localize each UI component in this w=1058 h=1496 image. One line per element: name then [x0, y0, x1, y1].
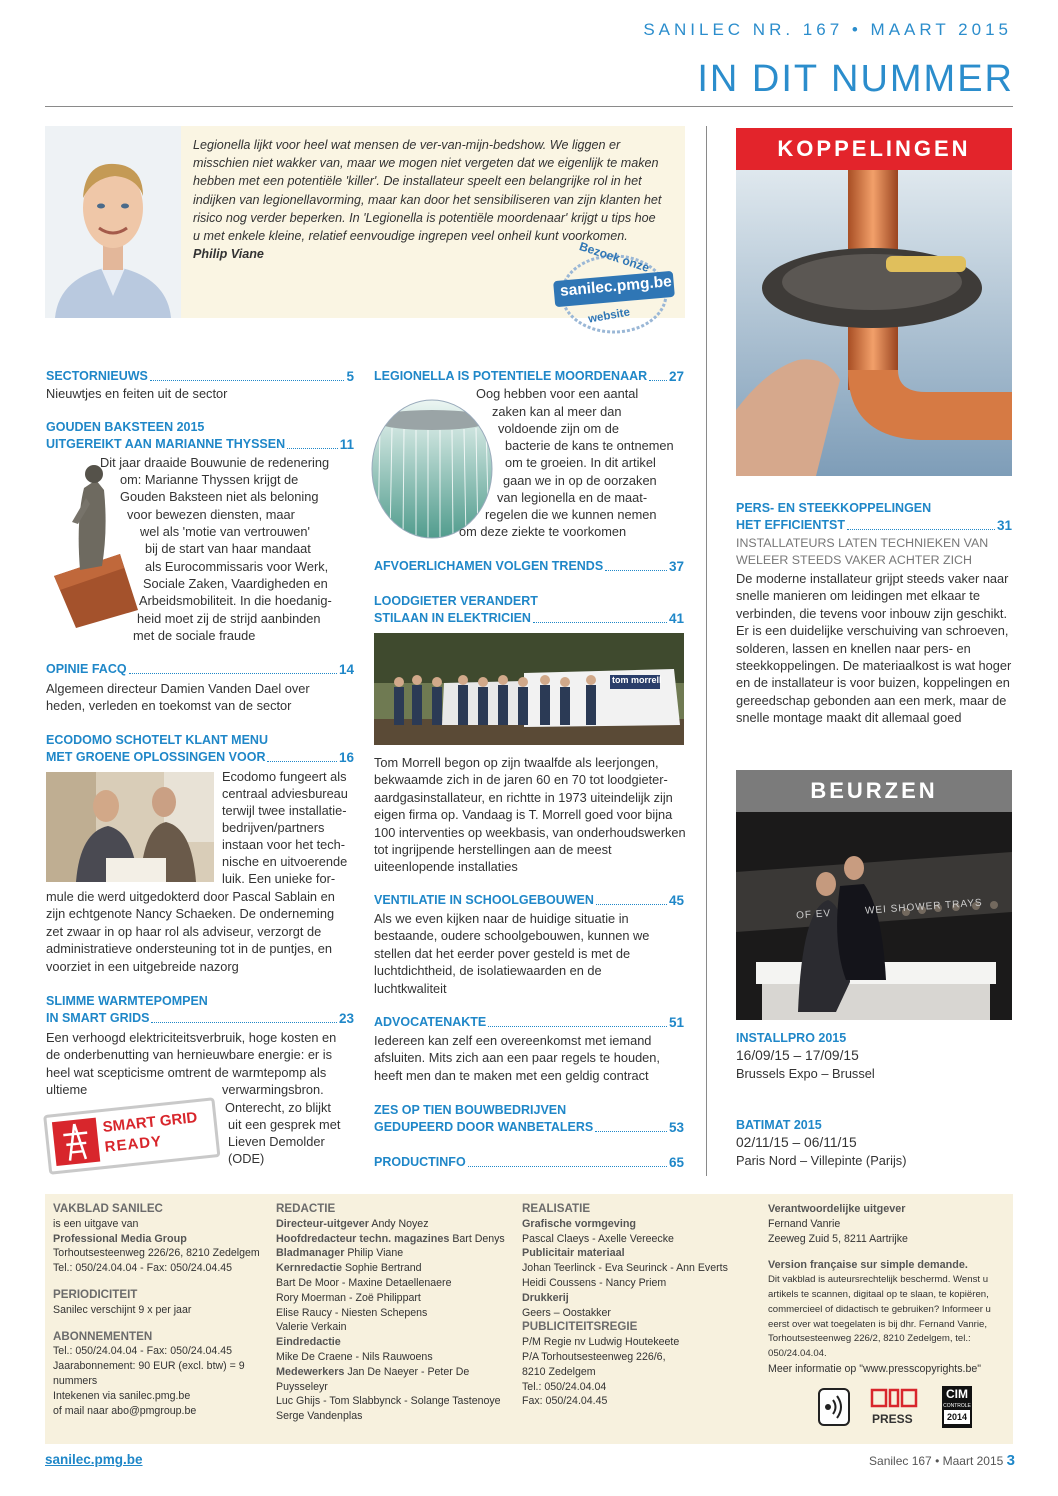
colophon-line: is een uitgave van: [53, 1217, 139, 1230]
text-line: uit een gesprek met: [228, 1117, 341, 1132]
text-line: Sociale Zaken, Vaardigheden en: [143, 576, 328, 591]
pylon-icon: [52, 1118, 100, 1166]
page-title: IN DIT NUMMER: [697, 58, 1014, 100]
colophon-heading: PERIODICITEIT: [53, 1287, 138, 1301]
colophon-line: Bart De Moor - Maxine Detaellenaere: [276, 1276, 452, 1289]
role-label: Directeur-uitgever: [276, 1217, 370, 1230]
colophon-line: Johan Teerlinck - Eva Seurinck - Ann Everts: [522, 1262, 728, 1275]
toc-page-number: 51: [668, 1015, 684, 1030]
toc-page-number: 65: [668, 1155, 684, 1170]
stamp-bottom-text: website: [587, 306, 631, 326]
toc-page-number: 16: [338, 750, 354, 765]
colophon-line: Elise Raucy - Niesten Schepens: [276, 1306, 428, 1319]
text-line: Gouden Baksteen niet als beloning: [120, 489, 319, 504]
toc-title: HET EFFICIENTST: [736, 518, 846, 532]
toc-entry-koppelingen[interactable]: [736, 517, 1012, 534]
colophon-line: Zeeweg Zuid 5, 8211 Aartrijke: [768, 1232, 908, 1245]
colophon-role: [276, 1261, 512, 1276]
colophon-line: P/M Regie nv Ludwig Houtekeete: [522, 1336, 680, 1349]
section-banner-koppelingen: KOPPELINGEN: [736, 128, 1012, 170]
text-line: voldoende zijn om de: [498, 421, 619, 436]
text-line: van legionella en de maat-: [497, 490, 648, 505]
role-label: Kernredactie: [276, 1262, 343, 1275]
toc-title: GEDUPEERD DOOR WANBETALERS: [374, 1120, 594, 1134]
cim-logo: [942, 1386, 972, 1428]
toc-summary: Iedereen kan zelf een overeenkomst met iemand afsluiten. Mits zich aan een paar regels te houden, heeft men dan te maken met een geldig contract: [374, 1033, 660, 1083]
text-line: met de sociale fraude: [133, 628, 256, 643]
b2b-press-logo: [864, 1386, 924, 1428]
toc-entry-opinie-facq[interactable]: [46, 661, 354, 678]
article-subtitle: INSTALLATEURS LATEN TECHNIEKEN VAN WELEER STEEDS VAKER ACHTER ZICH: [736, 536, 989, 568]
website-stamp[interactable]: [548, 239, 678, 336]
fair-booth-photo: [736, 812, 1012, 1020]
colophon-col-redactie: [276, 1202, 512, 1424]
text-line: als Eurocommissaris voor Werk,: [145, 559, 329, 574]
text-line: bacterie de kans te ontnemen: [505, 438, 674, 453]
colophon-subheading: Drukkerij: [522, 1291, 569, 1304]
toc-title: ZES OP TIEN BOUWBEDRIJVEN: [374, 1103, 567, 1117]
text-line: verwarmingsbron.: [222, 1082, 324, 1097]
toc-summary: Als we even kijken naar de huidige situatie in bestaande, oudere schoolgebouwen, kunnen we stellen dat het eerder pover gesteld is met de luchtdichtheid, de isolatiewaarden en de luchtkwaliteit: [374, 911, 650, 996]
colophon-line: Tel.: 050/24.04.04: [522, 1380, 607, 1393]
colophon-line: Tel.: 050/24.04.04 - Fax: 050/24.04.45: [53, 1262, 233, 1275]
fair-title: BATIMAT 2015: [736, 1118, 822, 1132]
leader-dots: [596, 904, 667, 905]
toc-summary: Een verhoogd elektriciteitsverbruik, hoge kosten en de onderbenutting van hernieuwbare energie: er is heel wat scepticisme omtrent de warmtepomp als: [46, 1030, 337, 1080]
leader-dots: [595, 1131, 667, 1132]
colophon-line: Heidi Coussens - Nancy Priem: [522, 1276, 667, 1289]
text-line: luik. Een unieke for-: [222, 871, 336, 886]
sound-logo-icon: [818, 1388, 850, 1426]
fair-dates: 16/09/15 – 17/09/15: [736, 1048, 859, 1063]
toc-title: ECODOMO SCHOTELT KLANT MENU: [46, 733, 268, 747]
colophon-line: Jaarabonnement: 90 EUR (excl. btw) = 9 nummers: [53, 1360, 245, 1387]
text-line: zaken kan al meer dan: [492, 404, 622, 419]
toc-entry-afvoerlichamen[interactable]: [374, 558, 684, 575]
toc-title: LEGIONELLA IS POTENTIELE MOORDENAAR: [374, 369, 648, 383]
badge-text: SMART GRID: [101, 1109, 199, 1136]
toc-page-number: 41: [668, 611, 684, 626]
text-line: centraal adviesbureau: [222, 786, 348, 801]
role-label: Hoofdredacteur techn. magazines: [276, 1232, 450, 1245]
role-name: Bart Denys: [449, 1232, 505, 1245]
stamp-main-text[interactable]: sanilec.pmg.be: [559, 273, 673, 300]
fair-location: Brussels Expo – Brussel: [736, 1066, 875, 1081]
colophon-line: Tel.: 050/24.04.04 - Fax: 050/24.04.45: [53, 1345, 233, 1358]
toc-entry-sectornieuws[interactable]: [46, 368, 354, 385]
colophon-heading: REALISATIE: [522, 1202, 591, 1215]
leader-dots: [488, 1026, 667, 1027]
toc-entry-ecodomo[interactable]: [46, 749, 354, 766]
colophon-line: Luc Ghijs - Tom Slabbynck - Solange Tastenoye: [276, 1395, 501, 1408]
colophon-line: Mike De Craene - Nils Rauwoens: [276, 1350, 433, 1363]
colophon-subheading: Eindredactie: [276, 1336, 341, 1349]
text-line: om te groeien. In dit artikel: [505, 455, 656, 470]
toc-title: GOUDEN BAKSTEEN 2015: [46, 420, 205, 434]
toc-title: LOODGIETER VERANDERT: [374, 594, 538, 608]
colophon-heading: REDACTIE: [276, 1202, 336, 1215]
toc-page-number: 23: [338, 1011, 354, 1026]
intro-body: Legionella lijkt voor heel wat mensen de ver-van-mijn-bedshow. We liggen er misschien niet wakker van, maar we mogen niet vergeten dat we eigenlijk te maken hebben met een potentiële 'killer'. De installateur speelt een belangrijke rol in het indijken van legionellavorming, maar kan door het sensibiliseren van zijn klanten het risico nog verder beperken. In 'Legionella is potentiële moordenaar' krijgt u tips hoe u met enkele kleine, relatief eenvoudige ingrepen veel onheil kunt voorkomen.: [193, 138, 662, 244]
colophon-subheading: Version française sur simple demande.: [768, 1259, 968, 1272]
smart-grid-badge: [43, 1097, 221, 1179]
toc-entry-loodgieter[interactable]: [374, 610, 684, 627]
colophon-line: Dit vakblad is auteursrechtelijk beschermd. Wenst u artikels te scannen, digitaal op te slaan, te kopiëren, commercieel of didactisch te gebruiken? Informeer u eerst over wat toegelaten is bij dhr. Fernand Vanrie, Torhoutsesteenweg 226/2, 8210 Zedelgem, tel.: 050/24.04.04.: [768, 1274, 991, 1360]
colophon-heading: VAKBLAD SANILEC: [53, 1202, 163, 1215]
spacer: [768, 1246, 1006, 1258]
toc-entry-gouden-baksteen[interactable]: [46, 436, 354, 453]
colophon-line: of mail naar abo@pmgroup.be: [53, 1404, 197, 1417]
cim-year: 2014: [944, 1410, 970, 1424]
toc-title: MET GROENE OPLOSSINGEN VOOR: [46, 750, 266, 764]
text-line: ultieme: [46, 1082, 88, 1097]
ecodomo-meeting-photo: [46, 772, 214, 882]
colophon-line: Valerie Verkain: [276, 1321, 347, 1334]
toc-page-number: 5: [346, 369, 354, 384]
toc-page-number: 31: [996, 518, 1012, 533]
colophon-col-realisatie: [522, 1202, 758, 1409]
toc-page-number: 45: [668, 893, 684, 908]
toc-title: UITGEREIKT AAN MARIANNE THYSSEN: [46, 437, 286, 451]
text-line: gaan we in op de oorzaken: [503, 473, 657, 488]
leader-dots: [847, 529, 995, 530]
text-line: Lieven Demolder: [228, 1134, 325, 1149]
colophon-line: 8210 Zedelgem: [522, 1365, 596, 1378]
text-line: terwijl twee installatie-: [222, 803, 347, 818]
leader-dots: [287, 448, 338, 449]
toc-title: AFVOERLICHAMEN VOLGEN TRENDS: [374, 559, 604, 573]
colophon-line: P/A Torhoutsesteenweg 226/6,: [522, 1350, 666, 1363]
role-name: Philip Viane: [344, 1247, 404, 1260]
spacer: [53, 1276, 265, 1288]
colophon-subheading: Professional Media Group: [53, 1232, 187, 1245]
toc-summary: Nieuwtjes en feiten uit de sector: [46, 386, 228, 401]
team-vans-photo: [374, 633, 684, 745]
leader-dots: [150, 380, 345, 381]
footer-website-link[interactable]: sanilec.pmg.be: [45, 1452, 143, 1467]
colophon-line: Rory Moerman - Zoë Philippart: [276, 1291, 421, 1304]
toc-entry-ventilatie[interactable]: [374, 892, 684, 909]
leader-dots: [151, 1022, 336, 1023]
toc-title: ADVOCATENAKTE: [374, 1015, 487, 1029]
colophon-col-publisher: [53, 1202, 265, 1418]
footer-issue: [760, 1452, 1015, 1469]
intro-author: Philip Viane: [193, 247, 264, 262]
text-line: (ODE): [228, 1151, 265, 1166]
colophon-role: [276, 1246, 512, 1261]
toc-entry-legionella[interactable]: [374, 368, 684, 385]
colophon-subheading: Publicitair materiaal: [522, 1247, 625, 1260]
cim-text: CIM: [946, 1387, 968, 1401]
issue-line: SANILEC NR. 167 • MAART 2015: [643, 20, 1012, 39]
text-line: bedrijven/partners: [222, 820, 325, 835]
text-line: heid moet zij de strijd aanbinden: [137, 611, 321, 626]
role-name: Jan De Naeyer - Peter De Puysseleyr: [276, 1365, 470, 1393]
toc-entry-productinfo[interactable]: [374, 1154, 684, 1171]
toc-title: PRODUCTINFO: [374, 1155, 466, 1169]
booth-sign-text: OF EV WEI SHOWER TRAYS: [795, 897, 984, 922]
editor-portrait: [45, 126, 181, 318]
role-name: Andy Noyez: [369, 1217, 429, 1230]
text-line: Ecodomo fungeert als: [222, 769, 347, 784]
page-number: 3: [1006, 1452, 1015, 1469]
role-label: Medewerkers: [276, 1365, 345, 1378]
colophon-line: Fax: 050/24.04.45: [522, 1395, 608, 1408]
column-divider: [706, 126, 707, 1176]
toc-title: SECTORNIEUWS: [46, 369, 148, 383]
toc-summary: mule die werd uitgedokterd door Pascal Sablain en zijn echtgenote Nancy Schaeken. De onderneming zet zwaar in op haar rol als adviseur, verzorgt de administratieve ondersteuning tot in de puntjes, en voorziet in een uitgebreide nazorg: [46, 889, 335, 974]
toc-title: VENTILATIE IN SCHOOLGEBOUWEN: [374, 893, 594, 907]
colophon-role: [276, 1217, 512, 1232]
colophon-line: Intekenen via sanilec.pmg.be: [53, 1389, 191, 1402]
fair-title: INSTALLPRO 2015: [736, 1031, 847, 1045]
colophon-line: Serge Vandenplas: [276, 1410, 363, 1423]
toc-page-number: 27: [668, 369, 684, 384]
leader-dots: [605, 570, 667, 571]
copper-pipe-photo: [736, 170, 1012, 476]
colophon-line: Torhoutsesteenweg 226/26, 8210 Zedelgem: [53, 1247, 260, 1260]
cim-subtext: CONTROLE: [943, 1403, 971, 1409]
text-line: wel als 'motie van vertrouwen': [140, 524, 310, 539]
toc-entry-advocatenakte[interactable]: [374, 1014, 684, 1031]
van-logo-text: tom morrell: [612, 675, 662, 685]
toc-summary: De moderne installateur grijpt steeds vaker naar snelle manieren om leidingen met elkaar te verbinden, die tevens voor inbouw zijn geschikt. Er is een duidelijke verschuiving van schroeven, solderen, lassen en knellen naar pers- en steekkoppelingen. De materiaalkost is wat hoger en de installateur is voor buizen, koppelingen en gereedschap gebonden aan een merk, maar de snelle montage maakt dit allemaal goed: [736, 571, 1012, 726]
b2b-press-text: PRESS: [872, 1412, 913, 1426]
toc-summary: Tom Morrell begon op zijn twaalfde als leerjongen, bekwaamde zich in de jaren 60 en 70 tot loodgieter-aardgasinstallateur, en richtte in 1973 uiteindelijk zijn eigen firma op. Vandaag is T. Morrell goed voor bijna 100 interventies op weekbasis, van onderhoudswerken tot ingrijpende herstellingen aan de meest uiteenlopende installaties: [374, 755, 686, 875]
header-divider: [45, 106, 1013, 107]
toc-page-number: 11: [339, 437, 354, 452]
text-line: regelen die we kunnen nemen: [485, 507, 657, 522]
text-line: om: Marianne Thyssen krijgt de: [120, 472, 299, 487]
toc-page-number: 37: [668, 559, 684, 574]
text-line: nische en uitvoerende: [222, 854, 348, 869]
fair-location: Paris Nord – Villepinte (Parijs): [736, 1153, 907, 1168]
leader-dots: [129, 673, 337, 674]
colophon-role: [276, 1365, 512, 1395]
toc-entry-warmtepompen[interactable]: [46, 1010, 354, 1027]
spacer: [53, 1318, 265, 1330]
text-line: voor bewezen diensten, maar: [127, 507, 295, 522]
colophon-line: Geers – Oostakker: [522, 1306, 611, 1319]
text-line: bij de start van haar mandaat: [145, 541, 311, 556]
stamp-top-text: Bezoek onze: [577, 239, 652, 275]
colophon-col-uitgever: [768, 1202, 1006, 1377]
toc-entry-bouwbedrijven[interactable]: [374, 1119, 684, 1136]
colophon-heading: PUBLICITEITSREGIE: [522, 1320, 638, 1334]
toc-title: OPINIE FACQ: [46, 662, 127, 676]
text-line: Oog hebben voor een aantal: [476, 386, 639, 401]
colophon-line: Meer informatie op "www.presscopyrights.be": [768, 1362, 982, 1375]
leader-dots: [267, 761, 336, 762]
text-line: instaan voor het tech-: [222, 837, 346, 852]
text-line: Dit jaar draaide Bouwunie de redenering: [100, 455, 330, 470]
colophon-subheading: Verantwoordelijke uitgever: [768, 1203, 906, 1215]
toc-title: IN SMART GRIDS: [46, 1011, 150, 1025]
colophon-line: Pascal Claeys - Axelle Vereecke: [522, 1232, 674, 1245]
text-line: Onterecht, zo blijkt: [225, 1100, 331, 1115]
role-label: Bladmanager: [276, 1247, 345, 1260]
leader-dots: [468, 1166, 667, 1167]
toc-title: PERS- EN STEEKKOPPELINGEN: [736, 501, 932, 515]
colophon-subheading: Grafische vormgeving: [522, 1217, 637, 1230]
colophon-line: Fernand Vanrie: [768, 1217, 841, 1230]
toc-summary: Algemeen directeur Damien Vanden Dael over heden, verleden en toekomst van de sector: [46, 681, 310, 714]
colophon-role: [276, 1232, 512, 1247]
badge-text: READY: [103, 1132, 163, 1156]
toc-title: STILAAN IN ELEKTRICIEN: [374, 611, 531, 625]
footer-issue-text: Sanilec 167 • Maart 2015: [869, 1454, 1004, 1468]
toc-page-number: 53: [668, 1120, 684, 1135]
colophon-line: Sanilec verschijnt 9 x per jaar: [53, 1303, 192, 1316]
toc-title: SLIMME WARMTEPOMPEN: [46, 994, 208, 1008]
leader-dots: [533, 622, 667, 623]
section-banner-beurzen: BEURZEN: [736, 770, 1012, 812]
shower-head-image: [370, 398, 494, 540]
fair-dates: 02/11/15 – 06/11/15: [736, 1135, 857, 1150]
leader-dots: [649, 380, 667, 381]
colophon-heading: ABONNEMENTEN: [53, 1329, 153, 1343]
role-name: Sophie Bertrand: [342, 1262, 422, 1275]
text-line: om deze ziekte te voorkomen: [459, 524, 627, 539]
toc-page-number: 14: [338, 662, 354, 677]
text-line: Arbeidsmobiliteit. In die hoedanig-: [139, 593, 332, 608]
